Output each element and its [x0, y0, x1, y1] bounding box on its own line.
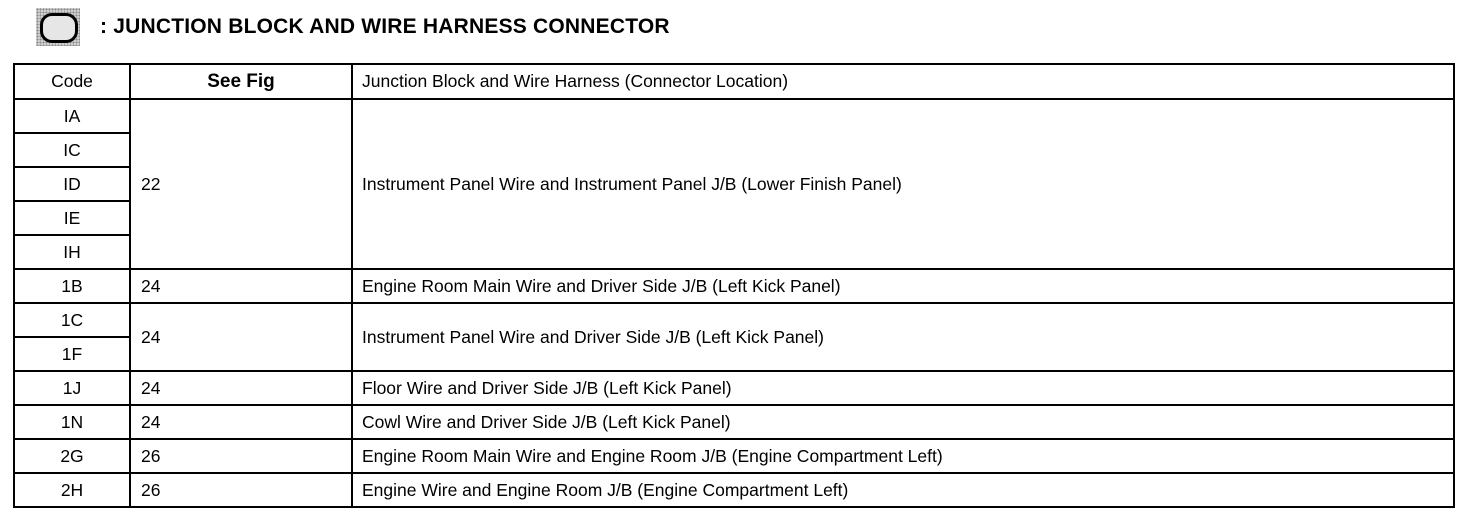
table-row — [14, 269, 1454, 303]
connector-table — [13, 63, 1455, 508]
code-cell: IH — [14, 235, 130, 269]
code-cell: 1B — [14, 269, 130, 303]
code-cell: 1F — [14, 337, 130, 371]
code-cell: 1N — [14, 405, 130, 439]
code-cell: IE — [14, 201, 130, 235]
location-cell: Instrument Panel Wire and Driver Side J/B (Left Kick Panel) — [352, 303, 1454, 371]
column-header-code: Code — [14, 64, 130, 99]
code-cell: IA — [14, 99, 130, 133]
table-row — [14, 99, 1454, 133]
code-cell: 2H — [14, 473, 130, 507]
see-fig-cell: 26 — [130, 473, 352, 507]
see-fig-cell: 24 — [130, 269, 352, 303]
table-row — [14, 439, 1454, 473]
see-fig-cell: 24 — [130, 405, 352, 439]
code-cell: 1J — [14, 371, 130, 405]
table-body — [14, 99, 1454, 507]
location-cell: Engine Wire and Engine Room J/B (Engine Compartment Left) — [352, 473, 1454, 507]
location-cell: Cowl Wire and Driver Side J/B (Left Kick Panel) — [352, 405, 1454, 439]
code-cell: 1C — [14, 303, 130, 337]
table-row — [14, 405, 1454, 439]
location-cell: Floor Wire and Driver Side J/B (Left Kick Panel) — [352, 371, 1454, 405]
table-header-row — [14, 64, 1454, 99]
code-cell: 2G — [14, 439, 130, 473]
column-header-location: Junction Block and Wire Harness (Connector Location) — [352, 64, 1454, 99]
connector-oval-icon — [36, 8, 80, 46]
table-row — [14, 473, 1454, 507]
column-header-see-fig: See Fig — [130, 64, 352, 99]
code-cell: ID — [14, 167, 130, 201]
location-cell: Engine Room Main Wire and Engine Room J/B (Engine Compartment Left) — [352, 439, 1454, 473]
legend-header — [36, 6, 670, 48]
code-cell: IC — [14, 133, 130, 167]
see-fig-cell: 24 — [130, 303, 352, 371]
see-fig-cell: 22 — [130, 99, 352, 269]
location-cell: Instrument Panel Wire and Instrument Panel J/B (Lower Finish Panel) — [352, 99, 1454, 269]
see-fig-cell: 26 — [130, 439, 352, 473]
see-fig-cell: 24 — [130, 371, 352, 405]
location-cell: Engine Room Main Wire and Driver Side J/B (Left Kick Panel) — [352, 269, 1454, 303]
table-row — [14, 303, 1454, 337]
legend-title: : JUNCTION BLOCK AND WIRE HARNESS CONNECTOR — [100, 15, 670, 38]
table-row — [14, 371, 1454, 405]
